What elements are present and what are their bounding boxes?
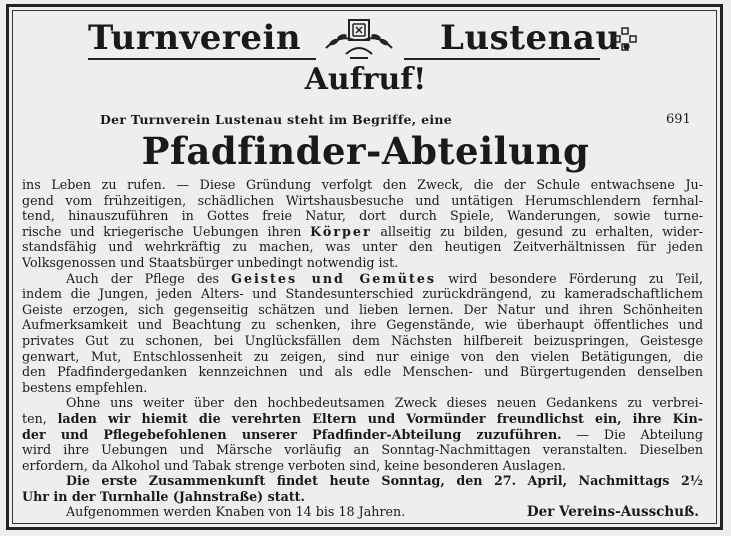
header-rule-right [404, 58, 600, 60]
text-line: gend vom frühzeitigen, schädlichen Wirtshausbesuche und untätigen Herumschlendern fernhal- [22, 192, 703, 208]
text-line: erfordern, da Alkohol und Tabak strenge verboten sind, keine besonderen Auslagen. [22, 457, 566, 473]
text-line: Geiste erzogen, sich gegenseitig schätzen und lieben lernen. Der Natur und ihren Schönheiten [22, 301, 703, 317]
text-fragment: ten, [22, 410, 47, 426]
gymnastics-emblem-icon [320, 14, 398, 62]
text-line: genwart, Mut, Entschlossenheit zu zeigen, sind nur einige von den vielen Betätigungen, die [22, 348, 703, 364]
header-rule-left [88, 58, 316, 60]
text-fragment: — Die Abteilung [576, 426, 703, 442]
text-line: Aufmerksamkeit und Beachtung zu schenken, ihre Gegenstände, wie überhaupt öffentliches und [22, 317, 703, 333]
emphasis-body: Körper [310, 223, 372, 239]
advertisement-body [22, 177, 703, 520]
section-title: Pfadfinder-Abteilung [141, 129, 590, 173]
text-line: Ohne uns weiter über den hochbedeutsamen Zweck dieses neuen Gedankens zu verbrei- [66, 395, 703, 411]
meeting-date: Die erste Zusammenkunft findet heute Sonntag, den 27. April, Nachmittags [66, 473, 670, 489]
text-line [22, 473, 703, 489]
emphasis-invitation: der und Pflegebefohlenen unserer Pfadfinder-Abteilung zuzuführen. [22, 426, 562, 442]
club-name-left: Turnverein [88, 18, 302, 58]
paragraph-invitation [22, 395, 703, 473]
text-line [22, 427, 703, 443]
text-fragment: Auch der Pflege des [66, 270, 219, 286]
emphasis-mind: Geistes und Gemütes [231, 270, 437, 286]
club-name-right: Lustenau. [440, 18, 633, 58]
text-line: Volksgenossen und Staatsbürger unbedingt notwendig ist. [22, 254, 399, 270]
text-fragment: rische und kriegerische Uebungen ihren [22, 223, 302, 239]
intro-line: Der Turnverein Lustenau steht im Begriffe, eine [100, 112, 453, 127]
paragraph-character [22, 271, 703, 396]
text-line [22, 411, 703, 427]
diamond-ornament-icon [612, 26, 638, 52]
paragraph-admission [22, 504, 703, 520]
text-line: ins Leben zu rufen. — Diese Gründung verfolgt den Zweck, die der Schule entwachsene Ju- [22, 177, 703, 192]
meeting-location: Uhr in der Turnhalle (Jahnstraße) statt. [22, 488, 305, 504]
text-line: den Pfadfindergedanken kennzeichnen und als edle Menschen- und Bürgertugenden denselben [22, 364, 703, 380]
emphasis-invitation: laden wir hiemit die verehrten Eltern und Vormünder freundlichst ein, ihre Kin- [57, 410, 703, 426]
paragraph-meeting [22, 473, 703, 504]
ad-number: 691 [666, 112, 691, 127]
text-line [22, 271, 703, 287]
text-line: standsfähig und wehrkräftig zu machen, was unter den heutigen Zeitverhältnissen für jeden [22, 239, 703, 255]
signature: Der Vereins-Ausschuß. [526, 504, 699, 521]
meeting-hour: 2½ [680, 473, 703, 489]
text-line: indem die Jungen, jeden Alters- und Standesunterschied zurückdrängend, zu kameradschaftlichem [22, 286, 703, 302]
text-line: bestens empfehlen. [22, 379, 148, 395]
text-line: tend, hinauszuführen in Gottes freie Natur, dort durch Spiele, Wanderungen, sowie turne- [22, 208, 703, 224]
text-line: wird ihre Uebungen und Märsche vorläufig an Sonntag-Nachmittagen veranstalten. Dieselben [22, 442, 703, 458]
text-line [22, 224, 703, 240]
paragraph-purpose [22, 177, 703, 271]
admission-age: Aufgenommen werden Knaben von 14 bis 18 Jahren. [66, 504, 406, 520]
text-fragment: wird besondere Förderung zu Teil, [448, 270, 703, 286]
text-fragment: allseitig zu bilden, gesund zu erhalten, wider- [380, 223, 703, 239]
appeal-heading: Aufruf! [304, 62, 427, 97]
text-line: privates Gut zu schonen, bei Unglücksfällen dem Nächsten hilfbereit beizuspringen, Geistesge [22, 332, 703, 348]
